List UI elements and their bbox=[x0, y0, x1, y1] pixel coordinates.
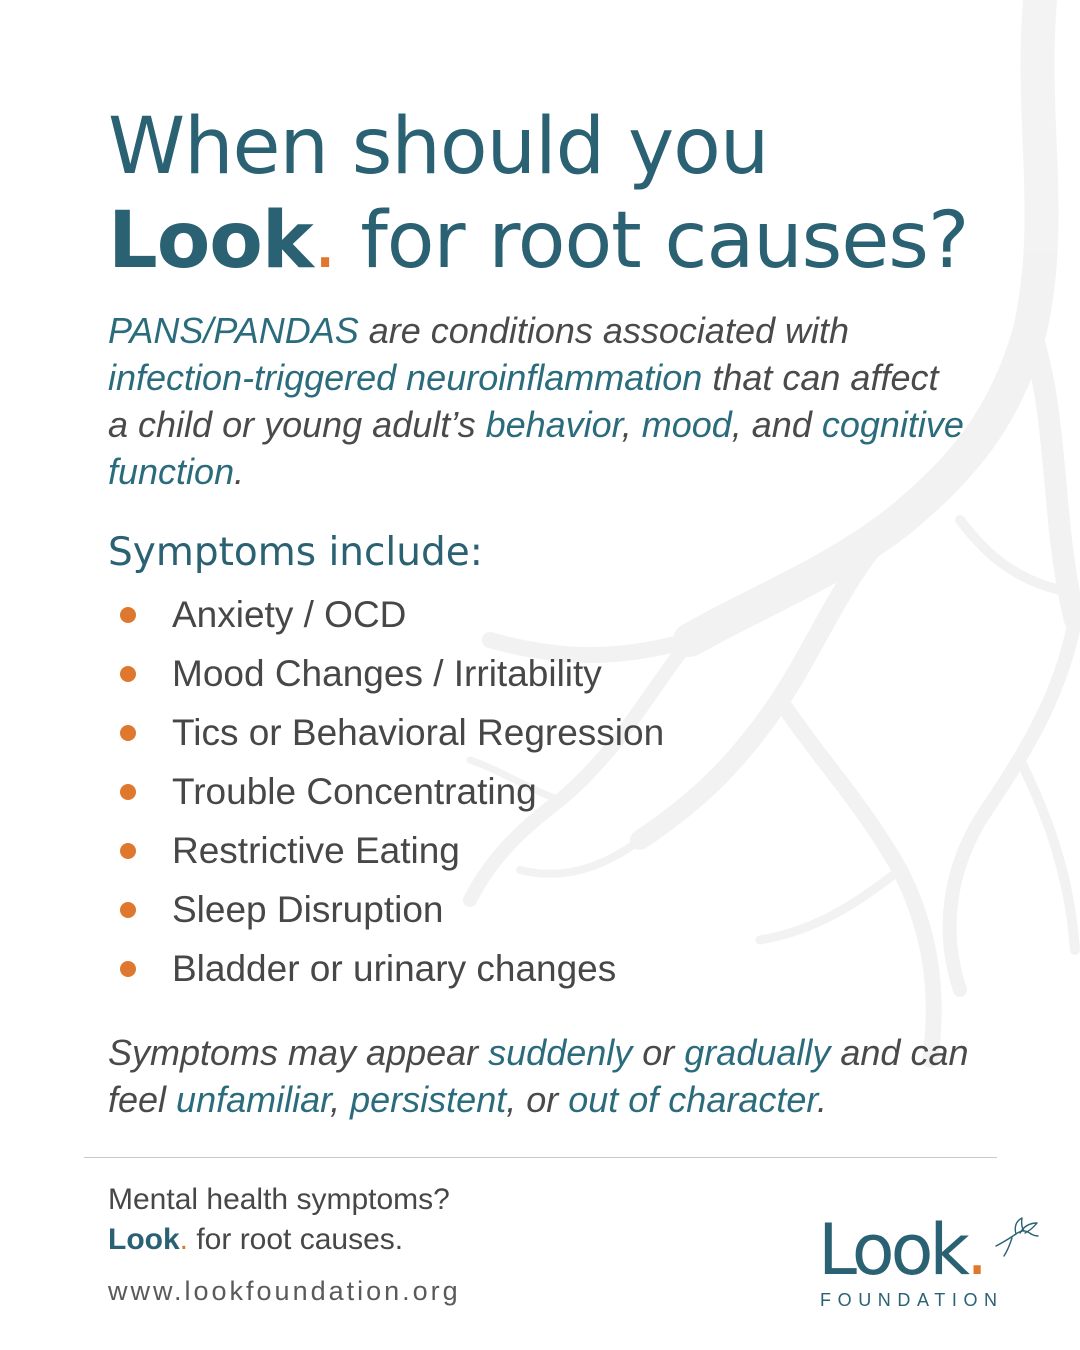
bullet-dot-icon bbox=[120, 843, 136, 859]
intro-term-cognitive: cognitive function bbox=[108, 404, 964, 492]
closing-text: , bbox=[330, 1079, 351, 1120]
hummingbird-icon bbox=[990, 1216, 1040, 1258]
list-item bbox=[120, 880, 664, 939]
closing-text: Symptoms may appear bbox=[108, 1032, 489, 1073]
page-title bbox=[108, 100, 968, 288]
list-item bbox=[120, 762, 664, 821]
closing-text: , or bbox=[506, 1079, 569, 1120]
logo-dot: . bbox=[965, 1209, 985, 1291]
closing-text: and can feel bbox=[108, 1032, 969, 1120]
symptom-label: Sleep Disruption bbox=[172, 888, 444, 930]
closing-paragraph bbox=[108, 1029, 1008, 1123]
bullet-dot-icon bbox=[120, 725, 136, 741]
footer-tagline-line1: Mental health symptoms? bbox=[108, 1183, 450, 1216]
bullet-dot-icon bbox=[120, 607, 136, 623]
intro-text: are conditions associated with bbox=[358, 310, 850, 351]
symptom-label: Tics or Behavioral Regression bbox=[172, 711, 665, 753]
list-item bbox=[120, 703, 664, 762]
footer-tagline-rest: for root causes. bbox=[188, 1223, 404, 1256]
closing-term-suddenly: suddenly bbox=[488, 1032, 633, 1073]
closing-text: or bbox=[632, 1032, 685, 1073]
closing-term-unfamiliar: unfamiliar bbox=[176, 1079, 331, 1120]
intro-text: , bbox=[621, 404, 642, 445]
intro-term-behavior: behavior bbox=[485, 404, 622, 445]
list-item bbox=[120, 939, 664, 998]
headline-dot: . bbox=[312, 196, 337, 286]
closing-term-persistent: persistent bbox=[350, 1079, 507, 1120]
headline-rest: for root causes? bbox=[336, 196, 969, 286]
intro-text: that can affect a child or young adult’s bbox=[108, 357, 939, 445]
intro-term-pans: PANS/PANDAS bbox=[108, 310, 359, 351]
symptom-label: Mood Changes / Irritability bbox=[172, 652, 602, 694]
logo-word: Look bbox=[818, 1209, 966, 1291]
bullet-dot-icon bbox=[120, 961, 136, 977]
symptom-label: Bladder or urinary changes bbox=[172, 947, 617, 989]
website-url: www.lookfoundation.org bbox=[108, 1276, 461, 1306]
intro-term-mood: mood bbox=[641, 404, 732, 445]
list-item bbox=[120, 644, 664, 703]
intro-paragraph bbox=[108, 307, 968, 495]
symptom-label: Anxiety / OCD bbox=[172, 593, 407, 635]
bullet-dot-icon bbox=[120, 784, 136, 800]
bullet-dot-icon bbox=[120, 902, 136, 918]
symptom-label: Trouble Concentrating bbox=[172, 770, 537, 812]
footer-divider bbox=[84, 1157, 997, 1158]
symptom-label: Restrictive Eating bbox=[172, 829, 460, 871]
footer-dot: . bbox=[179, 1223, 189, 1256]
logo-wordmark bbox=[818, 1210, 984, 1290]
list-item bbox=[120, 585, 664, 644]
list-item bbox=[120, 821, 664, 880]
closing-term-out-of-character: out of character bbox=[568, 1079, 818, 1120]
closing-term-gradually: gradually bbox=[684, 1032, 831, 1073]
logo-subtitle: FOUNDATION bbox=[820, 1290, 1004, 1310]
intro-term-neuroinflammation: infection-triggered neuroinflammation bbox=[108, 357, 703, 398]
symptom-list bbox=[120, 585, 664, 998]
headline-brand: Look bbox=[108, 196, 313, 286]
intro-text: . bbox=[234, 451, 245, 492]
footer-brand: Look bbox=[108, 1223, 180, 1256]
intro-text: , and bbox=[731, 404, 822, 445]
symptoms-heading: Symptoms include: bbox=[108, 530, 483, 575]
look-foundation-logo bbox=[818, 1210, 1058, 1320]
bullet-dot-icon bbox=[120, 666, 136, 682]
headline-line1: When should you bbox=[108, 102, 769, 192]
closing-text: . bbox=[817, 1079, 828, 1120]
footer-tagline bbox=[108, 1180, 450, 1260]
